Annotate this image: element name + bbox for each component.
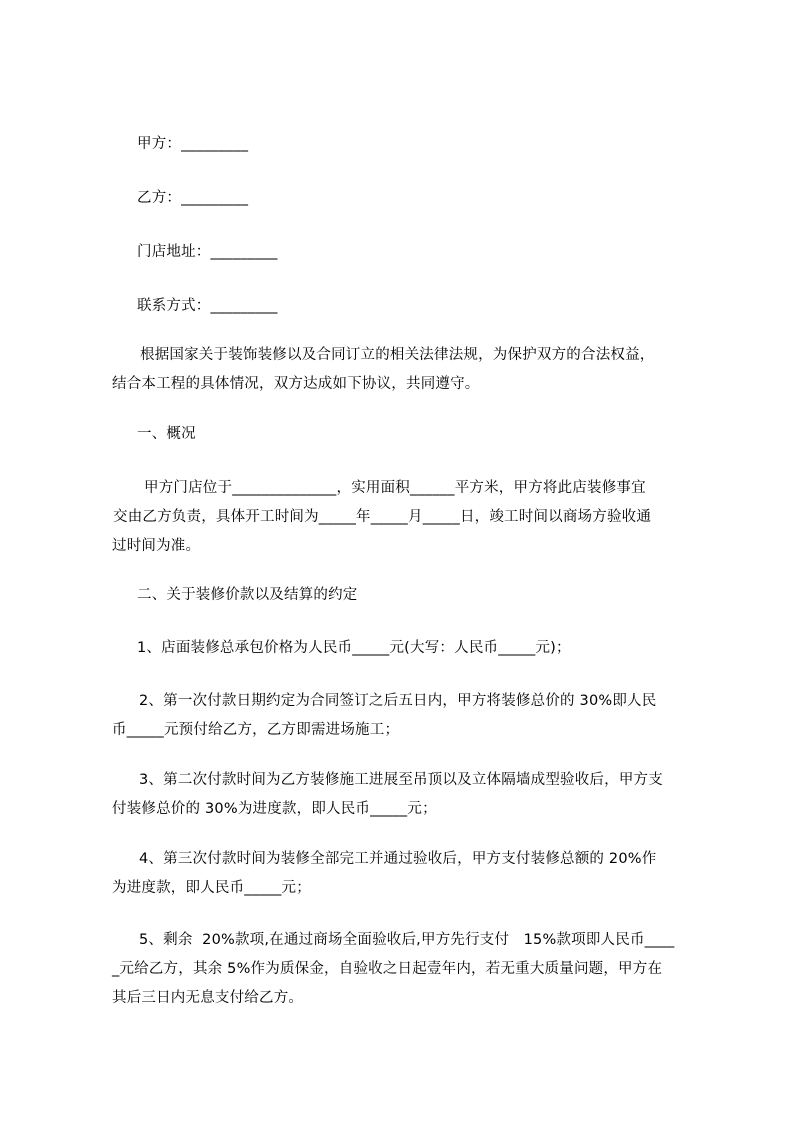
clause-3-line-2: 付装修总价的 30%为进度款，即人民币_____元；	[112, 801, 437, 817]
section-1-line-1: 甲方门店位于______________，实用面积______平方米，甲方将此店装修事宜	[144, 480, 646, 496]
intro-line-1: 根据国家关于装饰装修以及合同订立的相关法律法规，为保护双方的合法权益，	[140, 347, 655, 363]
intro-line-2: 结合本工程的具体情况，双方达成如下协议，共同遵守。	[112, 376, 480, 392]
store-address-field: 门店地址：_________	[137, 244, 278, 260]
clause-2-line-1: 2、第一次付款日期约定为合同签订之后五日内，甲方将装修总价的 30%即人民	[139, 693, 657, 709]
contact-field: 联系方式：_________	[137, 298, 278, 314]
clause-5-line-1: 5、剩余 20%款项,在通过商场全面验收后,甲方先行支付 15%款项即人民币____	[139, 932, 675, 948]
clause-4-line-2: 为进度款，即人民币_____元；	[112, 880, 311, 896]
section-1-title: 一、概况	[137, 426, 196, 442]
clause-2-line-2: 币_____元预付给乙方，乙方即需进场施工；	[112, 722, 400, 738]
section-2-title: 二、关于装修价款以及结算的约定	[137, 587, 358, 603]
section-1-line-3: 过时间为准。	[112, 538, 201, 554]
clause-4-line-1: 4、第三次付款时间为装修全部完工并通过验收后，甲方支付装修总额的 20%作	[139, 851, 657, 867]
section-1-line-2: 交由乙方负责，具体开工时间为_____年_____月_____日，竣工时间以商场方验收通	[113, 509, 652, 525]
clause-5-line-2: _元给乙方，其余 5%作为质保金，自验收之日起壹年内，若无重大质量问题，甲方在	[112, 961, 663, 977]
clause-5-line-3: 其后三日内无息支付给乙方。	[112, 990, 304, 1006]
clause-1-line-1: 1、店面装修总承包价格为人民币_____元(大写：人民币_____元)；	[137, 640, 571, 656]
party-a-field: 甲方：_________	[137, 136, 249, 152]
clause-3-line-1: 3、第二次付款时间为乙方装修施工进展至吊顶以及立体隔墙成型验收后，甲方支	[139, 772, 663, 788]
party-b-field: 乙方：_________	[137, 190, 249, 206]
